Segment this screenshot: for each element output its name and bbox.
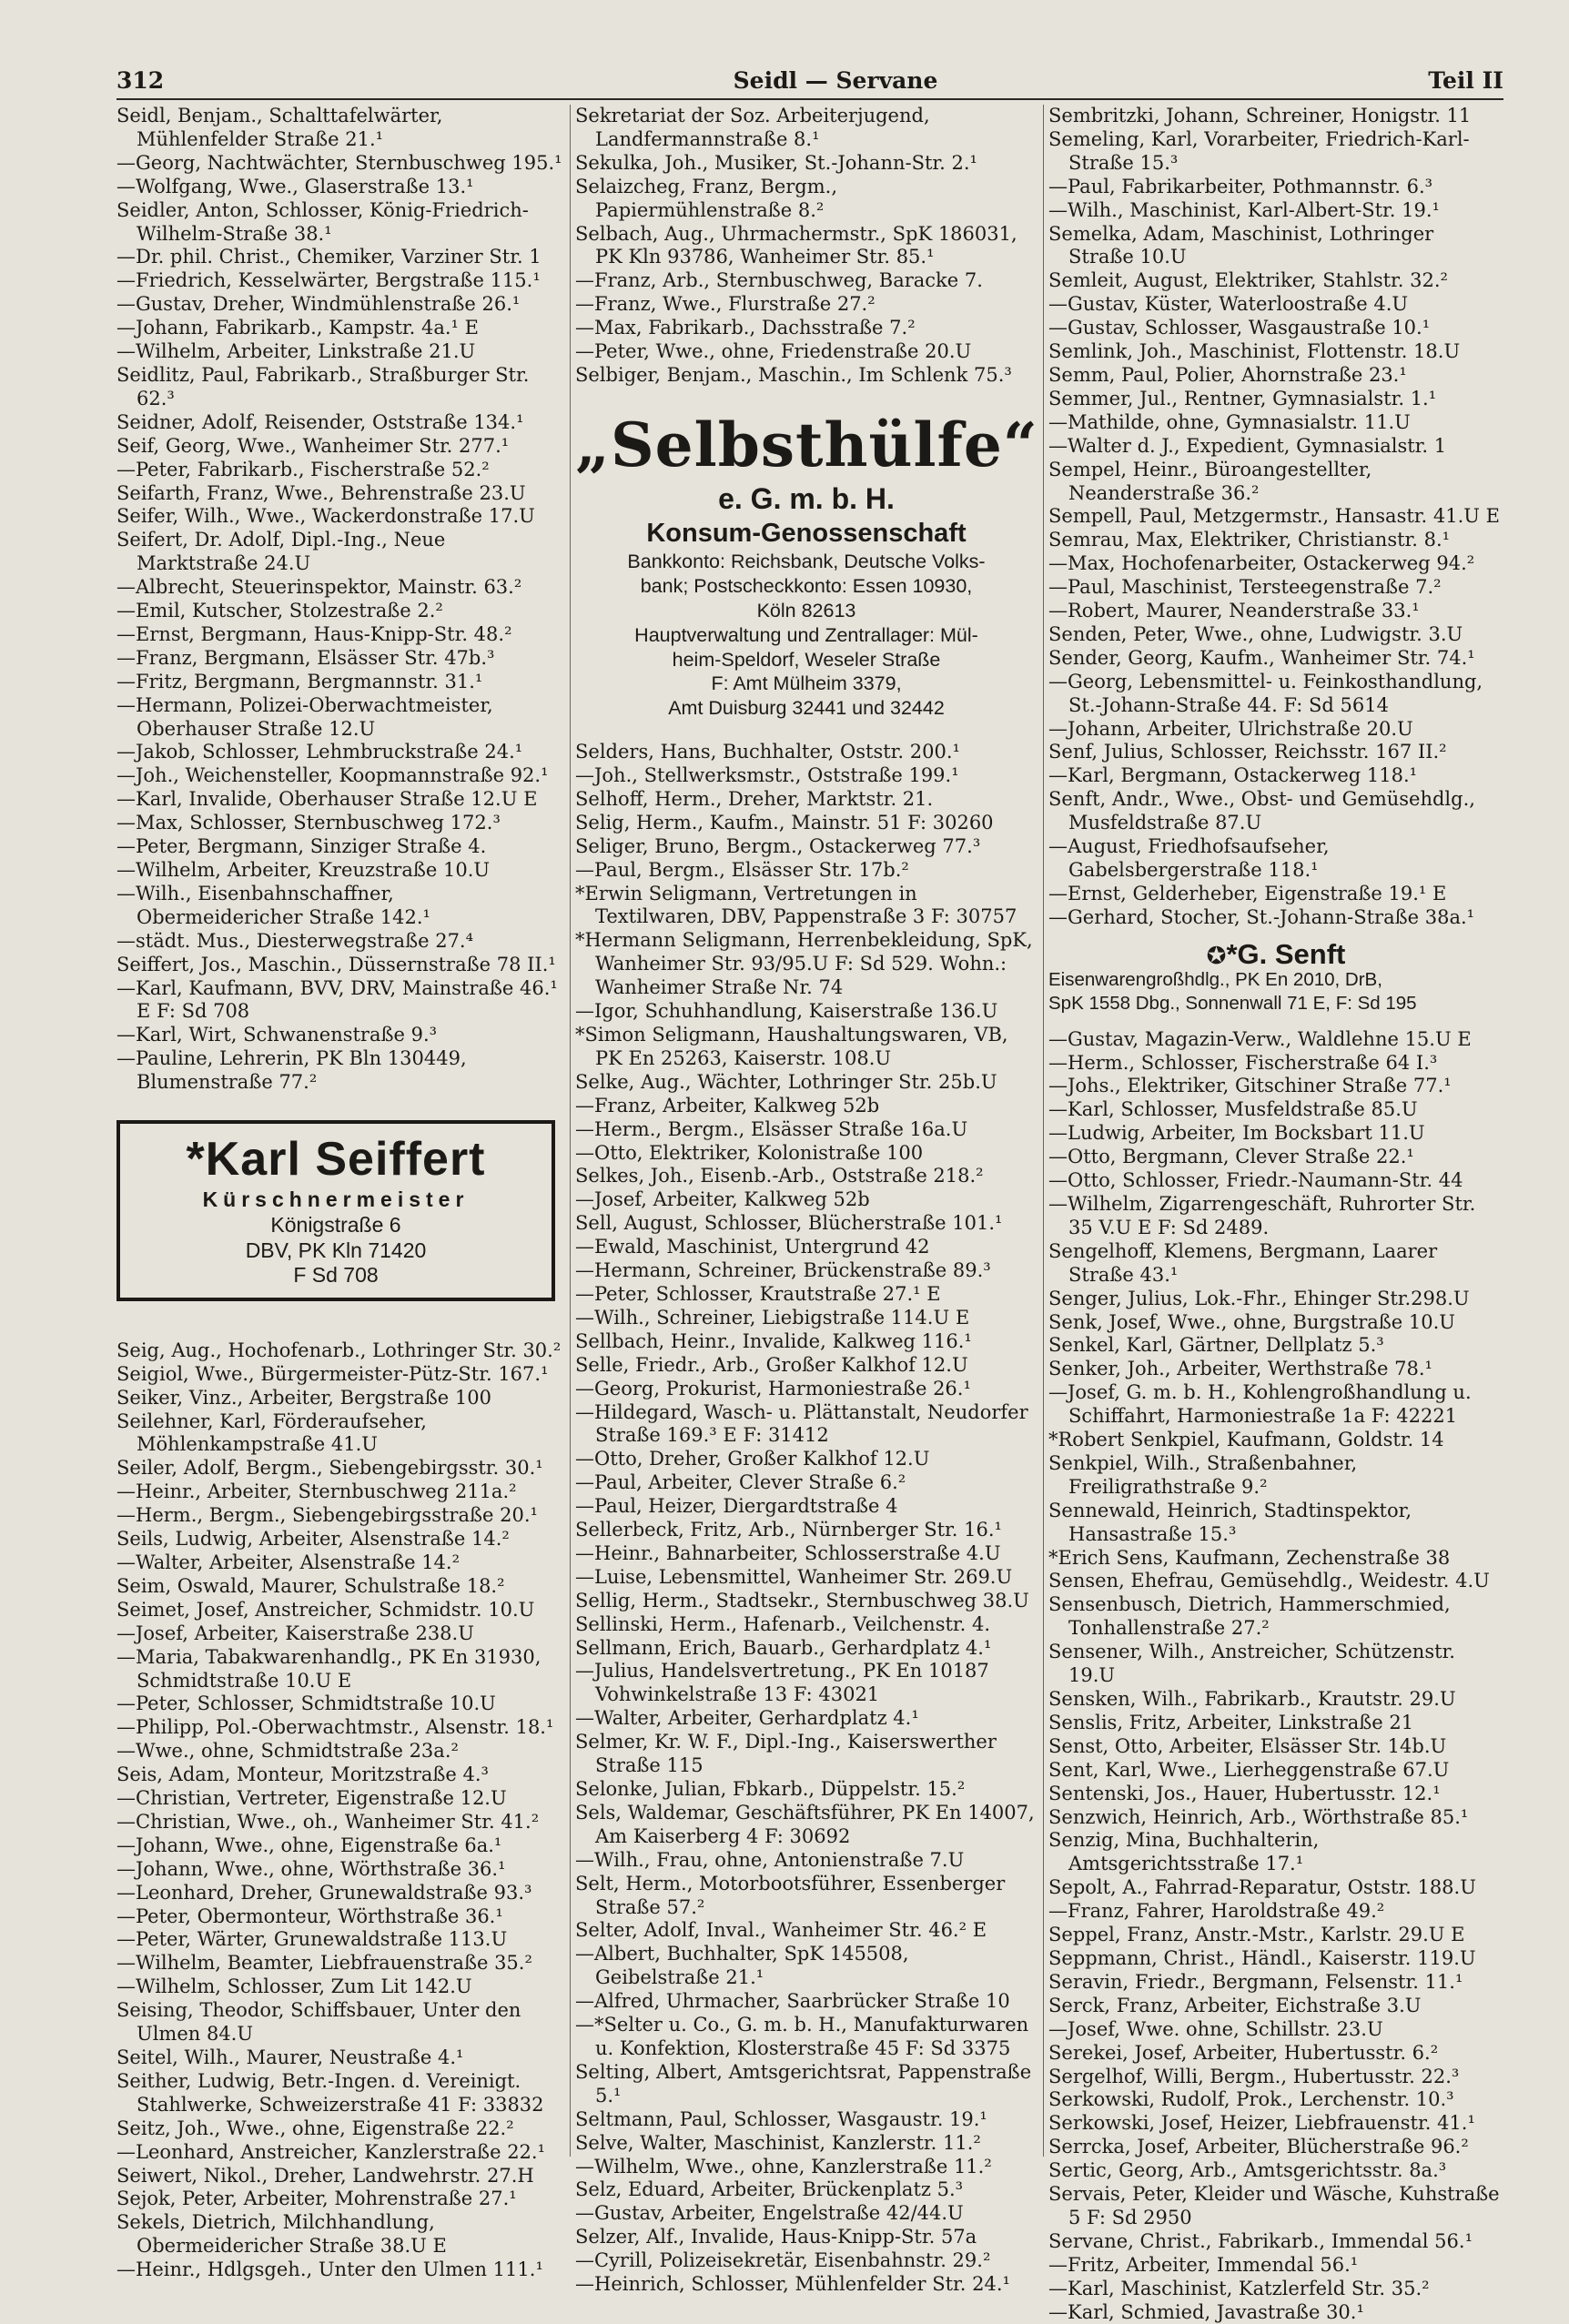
directory-entry: Seifarth, Franz, Wwe., Behrenstraße 23.U [116,481,526,504]
directory-entry: —Karl, Maschinist, Katzlerfeld Str. 35.² [1048,2277,1430,2299]
column-3 [1048,105,1503,2323]
directory-entry: Selzer, Alf., Invalide, Haus-Knipp-Str. 57a [575,2226,977,2248]
directory-entry: —Otto, Schlosser, Friedr.-Naumann-Str. 44 [1048,1169,1463,1192]
directory-entry: —Igor, Schuhhandlung, Kaiserstraße 136.U [575,1000,998,1023]
ad-headquarters: heim-Speldorf, Weseler Straße [672,648,941,671]
ad-bank: bank; Postscheckkonto: Essen 10930, [640,574,973,597]
directory-entry: Selbach, Aug., Uhrmachermstr., SpK 186031, PK Kln 93786, Wanheimer Str. 85.¹ [575,222,1017,268]
ad-headquarters: Hauptverwaltung und Zentrallager: Mül- [634,623,978,646]
directory-entry: —Johann, Wwe., ohne, Wörthstraße 36.¹ [116,1857,506,1880]
directory-entry: —Wolfgang, Wwe., Glaserstraße 13.¹ [116,175,474,197]
directory-entry: —Franz, Arb., Sternbuschweg, Baracke 7. [575,269,983,292]
directory-entry: —Karl, Bergmann, Ostackerweg 118.¹ [1048,764,1418,787]
directory-entry: Sennewald, Heinrich, Stadtinspektor, Hansastraße 15.³ [1048,1499,1412,1545]
directory-entry: —Ewald, Maschinist, Untergrund 42 [575,1236,930,1258]
directory-entry: Senzwich, Heinrich, Arb., Wörthstraße 85.¹ [1048,1805,1469,1828]
directory-entry: Seig, Aug., Hochofenarb., Lothringer Str. 30.² [116,1339,562,1361]
directory-entry: —Heinr., Hdlgsgeh., Unter den Ulmen 111.¹ [116,2258,543,2281]
ad-name: *Karl Seiffert [186,1133,486,1187]
directory-entry: Sejok, Peter, Arbeiter, Mohrenstraße 27.¹ [116,2188,517,2210]
directory-entry: —Walter, Arbeiter, Alsenstraße 14.² [116,1551,461,1573]
directory-entry: Sensen, Ehefrau, Gemüsehdlg., Weidestr. 4.U [1048,1570,1490,1592]
directory-entry: Selonke, Julian, Fbkarb., Düppelstr. 15.² [575,1778,966,1801]
directory-entry: Seidl, Benjam., Schalttafelwärter, Mühlenfelder Straße 21.¹ [116,105,443,150]
directory-entry: —Wilhelm, Beamter, Liebfrauenstraße 35.² [116,1952,532,1975]
ad-trade: Kürschnermeister [202,1187,470,1212]
directory-entry: Selkes, Joh., Eisenb.-Arb., Oststraße 218.² [575,1165,984,1187]
directory-entry: —Paul, Fabrikarbeiter, Pothmannstr. 6.³ [1048,175,1433,197]
directory-entry: —städt. Mus., Diesterwegstraße 27.⁴ [116,929,474,952]
directory-entry: —Peter, Schlosser, Schmidtstraße 10.U [116,1692,496,1715]
directory-entry: Semleit, August, Elektriker, Stahlstr. 32.² [1048,269,1448,292]
directory-entry: —Hermann, Schreiner, Brückenstraße 89.³ [575,1259,991,1282]
directory-entry: —Maria, Tabakwarenhandlg., PK En 31930, Schmidtstraße 10.U E [116,1645,542,1692]
directory-entry: Sensener, Wilh., Anstreicher, Schützenstr. 19.U [1048,1641,1455,1687]
directory-entry: —Johs., Elektriker, Gitschiner Straße 77.¹ [1048,1075,1452,1097]
directory-entry: Senst, Otto, Arbeiter, Elsässer Str. 14b.U [1048,1734,1447,1757]
directory-entry: Seltmann, Paul, Schlosser, Wasgaustr. 19.¹ [575,2107,987,2130]
directory-entry: Seif, Georg, Wwe., Wanheimer Str. 277.¹ [116,434,510,457]
directory-entry: Semm, Paul, Polier, Ahornstraße 23.¹ [1048,363,1407,386]
directory-entry: Sempell, Paul, Metzgermstr., Hansastr. 41.U E [1048,505,1500,528]
directory-entry: —Joh., Weichensteller, Koopmannstraße 92.¹ [116,764,549,787]
directory-entry: —Alfred, Uhrmacher, Saarbrücker Straße 10 [575,1990,1010,2013]
page-name-range: Seidl — Servane [733,67,938,94]
ad-phone: Amt Duisburg 32441 und 32442 [668,697,945,720]
directory-entry: Serkowski, Josef, Heizer, Liebfrauenstr. 41.¹ [1048,2112,1475,2135]
directory-entry: —Otto, Dreher, Großer Kalkhof 12.U [575,1448,930,1470]
star-icon: ✪ [1206,941,1227,969]
directory-entry: —Johann, Arbeiter, Ulrichstraße 20.U [1048,717,1413,740]
directory-entry: Semlink, Joh., Maschinist, Flottenstr. 18.U [1048,340,1461,363]
directory-entry: Seimet, Josef, Anstreicher, Schmidstr. 10.U [116,1598,535,1621]
directory-entry: Senf, Julius, Schlosser, Reichsstr. 167 II.² [1048,741,1447,763]
directory-entry: —Max, Schlosser, Sternbuschweg 172.³ [116,812,501,834]
directory-entry: —Ludwig, Arbeiter, Im Bocksbart 11.U [1048,1122,1425,1145]
directory-entry: Selter, Adolf, Inval., Wanheimer Str. 46.² E [575,1919,987,1942]
directory-entry: —Wilh., Schreiner, Liebigstraße 114.U E [575,1306,970,1329]
directory-entry: Sell, August, Schlosser, Blücherstraße 101.¹ [575,1212,1003,1235]
directory-entry: —Paul, Arbeiter, Clever Straße 6.² [575,1471,906,1494]
directory-entry: —*Selter u. Co., G. m. b. H., Manufakturwaren u. Konfektion, Klosterstraße 45 F: Sd 3375 [575,2014,1029,2059]
directory-entry: *Erwin Seligmann, Vertretungen in Textilwaren, DBV, Pappenstraße 3 F: 30757 [575,882,1017,928]
directory-entry: —Franz, Wwe., Flurstraße 27.² [575,293,876,316]
directory-entry: —Fritz, Arbeiter, Immendal 56.¹ [1048,2253,1359,2276]
entry-list [575,105,1038,388]
directory-entry: Seitel, Wilh., Maurer, Neustraße 4.¹ [116,2046,464,2069]
directory-entry: Sepolt, A., Fahrrad-Reparatur, Oststr. 188.U [1048,1876,1476,1899]
directory-entry: —Karl, Schmied, Javastraße 30.¹ [1048,2300,1364,2323]
directory-entry: Seidler, Anton, Schlosser, König-Friedrich-Wilhelm-Straße 38.¹ [116,198,529,245]
directory-entry: Selaizcheg, Franz, Bergm., Papiermühlenstraße 8.² [575,175,838,221]
header-rule [116,98,1503,100]
directory-entry: —Otto, Elektriker, Kolonistraße 100 [575,1141,924,1164]
directory-entry: —Friedrich, Kesselwärter, Bergstraße 115.¹ [116,269,541,292]
directory-entry: —Josef, Wwe. ohne, Schillstr. 23.U [1048,2017,1383,2040]
directory-entry: —Peter, Schlosser, Krautstraße 27.¹ E [575,1282,941,1305]
directory-entry: Sentenski, Jos., Hauer, Hubertusstr. 12.¹ [1048,1782,1441,1804]
ad-selbsthuelfe [575,411,1038,721]
directory-entry: —Heinrich, Schlosser, Mühlenfelder Str. 24.¹ [575,2273,1010,2296]
directory-entry: Serekei, Josef, Arbeiter, Hubertusstr. 6.² [1048,2041,1439,2064]
ad-legal-form: e. G. m. b. H. [718,481,895,515]
directory-entry: Selz, Eduard, Arbeiter, Brückenplatz 5.³ [575,2178,964,2201]
directory-entry: Sellinski, Herm., Hafenarb., Veilchenstr. 4. [575,1612,991,1635]
directory-entry: —Pauline, Lehrerin, PK Bln 130449, Blumenstraße 77.² [116,1047,467,1094]
directory-entry: Seifert, Dr. Adolf, Dipl.-Ing., Neue Marktstraße 24.U [116,529,446,575]
ad-details: SpK 1558 Dbg., Sonnenwall 71 E, F: Sd 195 [1048,992,1417,1014]
directory-entry: Seiwert, Nikol., Dreher, Landwehrstr. 27.H [116,2164,534,2187]
directory-entry: —Albert, Buchhalter, SpK 145508, Geibelstraße 21.¹ [575,1943,909,1989]
directory-entry: —Joh., Stellwerksmstr., Oststraße 199.¹ [575,764,959,787]
column-divider [570,105,571,2157]
directory-entry: Seising, Theodor, Schiffsbauer, Unter den Ulmen 84.U [116,1999,521,2046]
directory-entry: Seitz, Joh., Wwe., ohne, Eigenstraße 22.² [116,2117,514,2139]
directory-part: Teil II [1428,67,1503,94]
entry-list [1048,1028,1503,2324]
directory-entry: Sellbach, Heinr., Invalide, Kalkweg 116.¹ [575,1329,972,1352]
directory-entry: Seiker, Vinz., Arbeiter, Bergstraße 100 [116,1386,491,1409]
page-number: 312 [116,67,165,94]
directory-entry: —Otto, Bergmann, Clever Straße 22.¹ [1048,1146,1414,1168]
directory-entry: Seppel, Franz, Anstr.-Mstr., Karlstr. 29.U E [1048,1924,1465,1946]
column-1 [116,105,564,2281]
directory-entry: —Karl, Kaufmann, BVV, DRV, Mainstraße 46.¹ E F: Sd 708 [116,976,558,1023]
column-divider [1043,105,1044,2157]
directory-entry: Serrcka, Josef, Arbeiter, Blücherstraße 96.² [1048,2136,1469,2158]
directory-entry: —Christian, Vertreter, Eigenstraße 12.U [116,1787,507,1810]
directory-entry: *Simon Seligmann, Haushaltungswaren, VB, PK En 25263, Kaiserstr. 108.U [575,1024,1008,1069]
directory-entry: —Paul, Bergm., Elsässer Str. 17b.² [575,858,909,881]
directory-entry: —Walter d. J., Expedient, Gymnasialstr. 1 [1048,434,1447,457]
directory-entry: —Franz, Arbeiter, Kalkweg 52b [575,1094,880,1117]
directory-entry: —Wilhelm, Zigarrengeschäft, Ruhrorter Str. 35 V.U E F: Sd 2489. [1048,1192,1476,1238]
directory-entry: Seither, Ludwig, Betr.-Ingen. d. Vereinigt. Stahlwerke, Schweizerstraße 41 F: 33832 [116,2069,544,2116]
directory-entry: —Herm., Bergm., Siebengebirgsstraße 20.¹ [116,1504,538,1527]
directory-entry: Sellerbeck, Fritz, Arb., Nürnberger Str. 16.¹ [575,1519,1002,1541]
ad-name [1048,937,1503,970]
directory-entry: Selhoff, Herm., Dreher, Marktstr. 21. [575,787,934,810]
directory-entry: —Gustav, Arbeiter, Engelstraße 42/44.U [575,2202,964,2225]
ad-bank: Köln 82613 [756,599,856,621]
directory-entry: —Emil, Kutscher, Stolzestraße 2.² [116,600,443,622]
directory-entry: Seidlitz, Paul, Fabrikarb., Straßburger Str. 62.³ [116,363,530,409]
directory-entry: Seifer, Wilh., Wwe., Wackerdonstraße 17.U [116,505,535,528]
directory-entry: —Wilhelm, Schlosser, Zum Lit 142.U [116,1975,472,1998]
directory-entry: —Wilhelm, Wwe., ohne, Kanzlerstraße 11.² [575,2155,992,2177]
directory-entry: —Walter, Arbeiter, Gerhardplatz 4.¹ [575,1707,919,1730]
directory-entry: Sender, Georg, Kaufm., Wanheimer Str. 74.¹ [1048,646,1475,669]
directory-entry: —Josef, Arbeiter, Kaiserstraße 238.U [116,1622,474,1644]
directory-entry: —Hermann, Polizei-Oberwachtmeister, Oberhauser Straße 12.U [116,693,493,740]
ad-phone: F: Amt Mülheim 3379, [711,672,902,695]
directory-entry: Sergelhof, Willi, Bergm., Hubertusstr. 22.³ [1048,2065,1460,2087]
directory-entry: Selig, Herm., Kaufm., Mainstr. 51 F: 30260 [575,811,994,834]
ad-bank: Bankkonto: Reichsbank, Deutsche Volks- [627,551,986,573]
directory-entry: —Wilh., Maschinist, Karl-Albert-Str. 19.¹ [1048,198,1440,221]
directory-entry: —August, Friedhofsaufseher, Gabelsbergerstraße 118.¹ [1048,835,1330,881]
directory-entry: —Robert, Maurer, Neanderstraße 33.¹ [1048,600,1420,622]
directory-entry: —Franz, Bergmann, Elsässer Str. 47b.³ [116,646,495,669]
directory-entry: —Luise, Lebensmittel, Wanheimer Str. 269.U [575,1565,1013,1588]
directory-entry: —Herm., Schlosser, Fischerstraße 64 I.³ [1048,1051,1438,1074]
directory-entry: —Wilh., Eisenbahnschaffner, Obermeidericher Straße 142.¹ [116,882,430,928]
directory-entry: Senslis, Fritz, Arbeiter, Linkstraße 21 [1048,1711,1414,1733]
directory-entry: Sellmann, Erich, Bauarb., Gerhardplatz 4.¹ [575,1636,992,1659]
directory-entry: —Ernst, Bergmann, Haus-Knipp-Str. 48.² [116,622,512,645]
directory-entry: Semeling, Karl, Vorarbeiter, Friedrich-Karl-Straße 15.³ [1048,127,1470,174]
directory-entry: Selbiger, Benjam., Maschin., Im Schlenk 75.³ [575,363,1012,386]
directory-entry: —Karl, Invalide, Oberhauser Straße 12.U E [116,788,538,811]
directory-entry: Sempel, Heinr., Büroangestellter, Neanderstraße 36.² [1048,458,1372,504]
directory-entry: —Christian, Wwe., oh., Wanheimer Str. 41.² [116,1810,540,1833]
directory-entry: Sekulka, Joh., Musiker, St.-Johann-Str. 2.¹ [575,151,977,174]
ad-phone: F Sd 708 [293,1263,379,1288]
directory-entry: —Herm., Bergm., Elsässer Straße 16a.U [575,1117,968,1140]
directory-entry: Selting, Albert, Amtsgerichtsrat, Pappenstraße 5.¹ [575,2060,1032,2107]
directory-entry: Senger, Julius, Lok.-Fhr., Ehinger Str.298.U [1048,1287,1470,1309]
directory-entry: —Max, Fabrikarb., Dachsstraße 7.² [575,317,916,339]
directory-entry: —Mathilde, ohne, Gymnasialstr. 11.U [1048,410,1411,433]
directory-entry: Seidner, Adolf, Reisender, Oststraße 134.¹ [116,410,524,433]
directory-entry: Sellig, Herm., Stadtsekr., Sternbuschweg 38.U [575,1589,1029,1612]
directory-entry: —Peter, Obermonteur, Wörthstraße 36.¹ [116,1905,503,1927]
directory-entry: —Franz, Fahrer, Haroldstraße 49.² [1048,1900,1385,1923]
directory-entry: Sensenbusch, Dietrich, Hammerschmied, Tonhallenstraße 27.² [1048,1593,1451,1640]
directory-entry: —Hildegard, Wasch- u. Plättanstalt, Neudorfer Straße 169.³ E F: 31412 [575,1400,1028,1447]
directory-entry: Seils, Ludwig, Arbeiter, Alsenstraße 14.² [116,1528,510,1551]
directory-entry: Selve, Walter, Maschinist, Kanzlerstr. 11.² [575,2131,981,2154]
ad-name-text: *G. Senft [1226,937,1346,970]
ad-g-senft [1048,937,1503,1015]
directory-entry: Semmer, Jul., Rentner, Gymnasialstr. 1.¹ [1048,387,1437,409]
directory-entry: —Leonhard, Anstreicher, Kanzlerstraße 22.¹ [116,2140,546,2163]
directory-entry: —Gustav, Schlosser, Wasgaustraße 10.¹ [1048,317,1431,339]
directory-entry: Senzig, Mina, Buchhalterin, Amtsgerichtsstraße 17.¹ [1048,1829,1320,1875]
directory-entry: Sertic, Georg, Arb., Amtsgerichtsstr. 8a.³ [1048,2159,1447,2182]
directory-entry: Sent, Karl, Wwe., Lierheggenstraße 67.U [1048,1758,1450,1781]
directory-entry: Selke, Aug., Wächter, Lothringer Str. 25b.U [575,1070,997,1093]
directory-entry: —Wwe., ohne, Schmidtstraße 23a.² [116,1740,459,1763]
directory-entry: Semrau, Max, Elektriker, Christianstr. 8.¹ [1048,529,1451,551]
directory-entry: —Johann, Wwe., ohne, Eigenstraße 6a.¹ [116,1834,502,1856]
directory-entry: *Erich Sens, Kaufmann, Zechenstraße 38 [1048,1546,1451,1569]
directory-entry: Sensken, Wilh., Fabrikarb., Krautstr. 29.U [1048,1688,1456,1710]
directory-entry: —Jakob, Schlosser, Lehmbruckstraße 24.¹ [116,741,523,763]
directory-entry: —Heinr., Bahnarbeiter, Schlosserstraße 4.U [575,1541,1001,1564]
directory-entry: Sembritzki, Johann, Schreiner, Honigstr. 11 [1048,105,1472,126]
entry-list [116,1339,564,2282]
directory-entry: Seim, Oswald, Maurer, Schulstraße 18.² [116,1574,505,1597]
directory-entry: Senkpiel, Wilh., Straßenbahner, Freiligrathstraße 9.² [1048,1451,1358,1498]
directory-entry: Seppmann, Christ., Händl., Kaiserstr. 119.U [1048,1946,1476,1969]
page-header [116,64,1503,100]
directory-entry: Senk, Josef, Wwe., ohne, Burgstraße 10.U [1048,1310,1455,1333]
directory-entry: Senker, Joh., Arbeiter, Werthstraße 78.¹ [1048,1358,1432,1380]
ad-name: „Selbsthülfe“ [575,409,1038,480]
column-2 [575,105,1038,2296]
ad-details: Eisenwarengroßhdlg., PK En 2010, DrB, [1048,968,1382,990]
directory-entry: Seilehner, Karl, Förderaufseher, Möhlenkampstraße 41.U [116,1410,427,1456]
directory-entry: —Wilhelm, Arbeiter, Linkstraße 21.U [116,340,476,363]
directory-entry: —Philipp, Pol.-Oberwachtmstr., Alsenstr. 18.¹ [116,1716,554,1739]
directory-entry: —Georg, Prokurist, Harmoniestraße 26.¹ [575,1377,971,1399]
entry-list [1048,105,1503,930]
directory-entry: —Paul, Maschinist, Tersteegenstraße 7.² [1048,576,1442,599]
directory-entry: —Peter, Bergmann, Sinziger Straße 4. [116,835,487,858]
directory-entry: —Georg, Lebensmittel- u. Feinkosthandlung, St.-Johann-Straße 44. F: Sd 5614 [1048,670,1483,716]
ad-street: Königstraße 6 [270,1213,401,1238]
directory-entry: —Peter, Fabrikarb., Fischerstraße 52.² [116,458,490,480]
directory-entry: —Gustav, Küster, Waterloostraße 4.U [1048,293,1409,316]
entry-list [116,105,564,1095]
directory-entry: Senden, Peter, Wwe., ohne, Ludwigstr. 3.U [1048,622,1463,645]
directory-entry: —Josef, Arbeiter, Kalkweg 52b [575,1188,870,1211]
directory-entry: —Wilh., Frau, ohne, Antonienstraße 7.U [575,1848,965,1871]
directory-entry: Serck, Franz, Arbeiter, Eichstraße 3.U [1048,1994,1422,2016]
directory-entry: —Paul, Heizer, Diergardtstraße 4 [575,1495,898,1518]
directory-entry: Seravin, Friedr., Bergmann, Felsenstr. 11.¹ [1048,1970,1463,1993]
directory-entry: —Peter, Wärter, Grunewaldstraße 113.U [116,1928,508,1951]
directory-entry: —Gustav, Dreher, Windmühlenstraße 26.¹ [116,293,521,316]
directory-entry: Selders, Hans, Buchhalter, Oststr. 200.¹ [575,741,960,763]
directory-entry: Servane, Christ., Fabrikarb., Immendal 56.¹ [1048,2229,1473,2252]
directory-entry: Serkowski, Rudolf, Prok., Lerchenstr. 10.³ [1048,2088,1454,2111]
directory-entry: Sekretariat der Soz. Arbeiterjugend, Landfermannstraße 8.¹ [575,105,930,150]
directory-entry: —Julius, Handelsvertretung., PK En 10187 Vohwinkelstraße 13 F: 43021 [575,1660,989,1706]
directory-entry: Sengelhoff, Klemens, Bergmann, Laarer Straße 43.¹ [1048,1239,1438,1286]
directory-entry: Selt, Herm., Motorbootsführer, Essenberger Straße 57.² [575,1872,1006,1918]
directory-entry: Seiffert, Jos., Maschin., Düssernstraße 78 II.¹ [116,953,556,975]
directory-entry: Selle, Friedr., Arb., Großer Kalkhof 12.U [575,1353,968,1376]
ad-karl-seiffert [116,1120,555,1301]
ad-accounts: DBV, PK Kln 71420 [245,1238,427,1262]
directory-entry: —Cyrill, Polizeisekretär, Eisenbahnstr. 29.² [575,2249,991,2272]
directory-entry: Seigiol, Wwe., Bürgermeister-Pütz-Str. 167.¹ [116,1362,549,1385]
ad-type: Konsum-Genossenschaft [646,518,967,548]
directory-entry: Senkel, Karl, Gärtner, Dellplatz 5.³ [1048,1334,1384,1357]
directory-entry: *Hermann Seligmann, Herrenbekleidung, SpK, Wanheimer Str. 93/95.U F: Sd 529. Wohn.: Wanheimer Straße Nr. 74 [575,929,1033,999]
directory-entry: —Ernst, Gelderheber, Eigenstraße 19.¹ E [1048,882,1447,904]
directory-entry: Sekels, Dietrich, Milchhandlung, Obermeidericher Straße 38.U E [116,2211,447,2258]
directory-entry: —Gustav, Magazin-Verw., Waldlehne 15.U E [1048,1027,1472,1050]
directory-entry: —Josef, G. m. b. H., Kohlengroßhandlung u. Schiffahrt, Harmoniestraße 1a F: 42221 [1048,1381,1472,1428]
directory-entry: —Gerhard, Stocher, St.-Johann-Straße 38a.¹ [1048,905,1475,928]
directory-entry: —Wilhelm, Arbeiter, Kreuzstraße 10.U [116,859,491,881]
directory-entry: —Fritz, Bergmann, Bergmannstr. 31.¹ [116,670,483,692]
directory-entry: —Heinr., Arbeiter, Sternbuschweg 211a.² [116,1480,517,1503]
directory-entry: —Leonhard, Dreher, Grunewaldstraße 93.³ [116,1881,532,1904]
directory-entry: Selmer, Kr. W. F., Dipl.-Ing., Kaiserswerther Straße 115 [575,1731,997,1777]
directory-entry: —Max, Hochofenarbeiter, Ostackerweg 94.² [1048,552,1475,575]
directory-entry: —Karl, Schlosser, Musfeldstraße 85.U [1048,1098,1418,1121]
directory-entry: —Peter, Wwe., ohne, Friedenstraße 20.U [575,340,972,363]
directory-entry: Seliger, Bruno, Bergm., Ostackerweg 77.³ [575,834,981,857]
directory-entry: Semelka, Adam, Maschinist, Lothringer Straße 10.U [1048,222,1434,268]
directory-entry: Sels, Waldemar, Geschäftsführer, PK En 14007, Am Kaiserberg 4 F: 30692 [575,1801,1035,1847]
directory-entry: Servais, Peter, Kleider und Wäsche, Kuhstraße 5 F: Sd 2950 [1048,2183,1500,2228]
directory-entry: Seiler, Adolf, Bergm., Siebengebirgsstr. 30.¹ [116,1457,543,1480]
directory-entry: —Karl, Wirt, Schwanenstraße 9.³ [116,1024,438,1046]
directory-entry: Seis, Adam, Monteur, Moritzstraße 4.³ [116,1763,489,1786]
directory-entry: —Dr. phil. Christ., Chemiker, Varziner Str. 1 [116,246,542,268]
entry-list [575,741,1038,2297]
directory-entry: —Georg, Nachtwächter, Sternbuschweg 195.¹ [116,151,562,174]
directory-entry: —Johann, Fabrikarb., Kampstr. 4a.¹ E [116,317,479,339]
directory-entry: *Robert Senkpiel, Kaufmann, Goldstr. 14 [1048,1429,1444,1451]
directory-entry: —Albrecht, Steuerinspektor, Mainstr. 63.² [116,576,522,599]
directory-entry: Senft, Andr., Wwe., Obst- und Gemüsehdlg., Musfeldstraße 87.U [1048,788,1475,834]
